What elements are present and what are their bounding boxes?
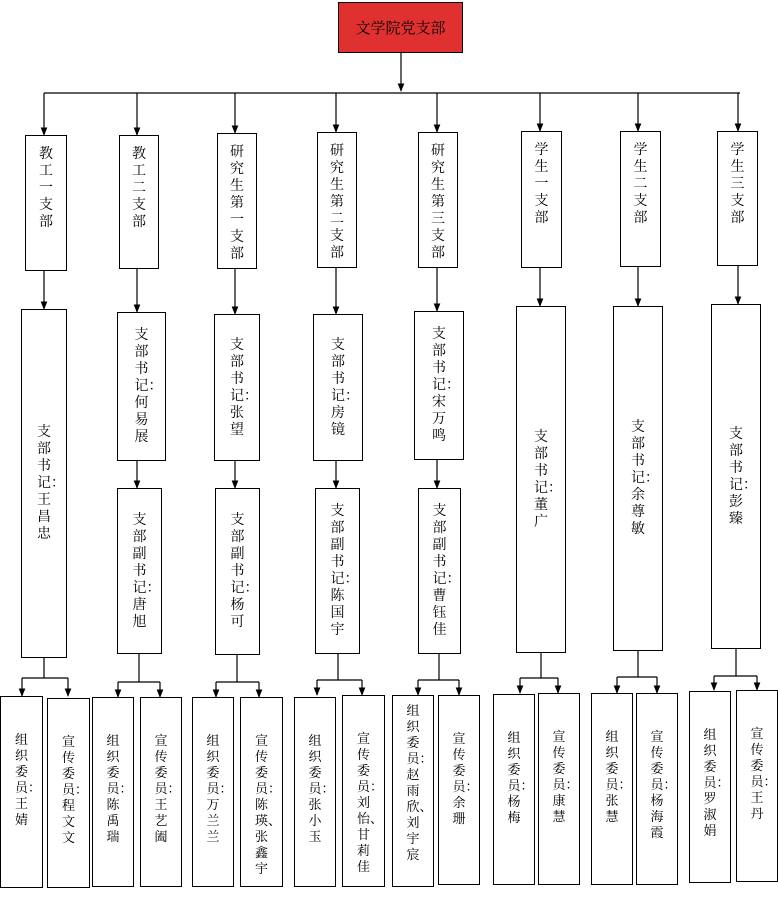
organization-member-label: 组织委员：杨梅 [507,731,534,826]
secretary-label: 支部书记：张望 [230,336,258,438]
deputy-secretary-node [117,488,162,654]
organization-member-node [689,691,731,883]
secretary-node [214,314,260,461]
branch-node [521,131,562,268]
organization-member-node [294,697,336,887]
publicity-member-label: 宣传委员：王艺阖 [154,734,181,845]
branch-name: 教工二支部 [132,146,146,230]
publicity-member-node [140,697,182,887]
branch-name: 学生一支部 [534,142,549,226]
organization-member-node [493,694,535,885]
organization-member-node [192,697,234,887]
branch-name: 研究生第二支部 [330,143,344,261]
publicity-member-label: 宣传委员：陈瑛、张鑫宇 [255,734,282,877]
branch-name: 学生二支部 [633,142,648,226]
publicity-member-label: 宣传委员：刘怡、甘莉佳 [357,732,384,875]
root-node [338,2,463,53]
branch-node [119,135,159,269]
secretary-label: 支部书记：房镜 [331,336,359,438]
publicity-member-node [47,698,90,888]
secretary-label: 支部书记：王昌忠 [37,424,65,542]
publicity-member-label: 宣传委员：杨海霞 [650,730,677,841]
publicity-member-label: 宣传委员：康慧 [552,730,579,825]
branch-node [25,135,67,271]
branch-name: 研究生第一支部 [230,144,244,262]
branch-node [317,132,357,268]
secretary-node [117,312,166,461]
publicity-member-label: 宣传委员：王丹 [750,727,777,822]
root-label: 文学院党支部 [355,19,446,37]
publicity-member-node [240,697,283,887]
organization-member-label: 组织委员：赵雨欣、刘宇宸 [406,704,433,863]
publicity-member-node [736,690,778,882]
secretary-node [414,311,464,460]
deputy-secretary-label: 支部副书记：唐旭 [132,511,161,630]
publicity-member-node [438,695,480,885]
branch-node [217,133,257,269]
organization-member-label: 组织委员：万兰兰 [206,734,233,845]
deputy-secretary-label: 支部副书记：曹钰佳 [432,503,461,638]
organization-member-label: 组织委员：张小玉 [308,734,335,845]
secretary-node [613,306,663,651]
secretary-label: 支部书记：彭臻 [729,425,757,527]
branch-node [620,131,661,267]
branch-name: 研究生第三支部 [431,143,445,261]
organization-member-node [591,693,633,885]
branch-name: 学生三支部 [730,142,745,226]
deputy-secretary-label: 支部副书记：杨可 [230,512,259,630]
organization-member-label: 组织委员：张慧 [605,730,632,825]
secretary-node [313,314,363,461]
organization-member-label: 组织委员：罗淑娟 [703,728,730,839]
secretary-label: 支部书记：董广 [534,428,562,530]
deputy-secretary-label: 支部副书记：陈国宇 [330,503,359,638]
deputy-secretary-node [315,488,360,654]
branch-node [418,132,458,268]
secretary-node [21,309,67,658]
secretary-label: 支部书记：宋万鸣 [432,326,460,444]
secretary-label: 支部书记：余尊敏 [631,419,659,537]
branch-name: 教工一支部 [39,146,53,230]
organization-member-node [392,695,434,887]
deputy-secretary-node [418,488,461,654]
organization-member-node [92,697,134,887]
publicity-member-label: 宣传委员：程文文 [62,735,89,846]
publicity-member-label: 宣传委员：余珊 [452,732,479,827]
publicity-member-node [342,695,385,887]
publicity-member-node [538,693,580,885]
organization-member-node [0,696,43,888]
secretary-label: 支部书记：何易展 [134,327,163,445]
secretary-node [516,306,566,653]
deputy-secretary-node [215,488,260,655]
secretary-node [711,304,761,649]
branch-node [717,131,758,266]
organization-member-label: 组织委员：陈禹瑞 [106,734,133,845]
publicity-member-node [636,693,678,885]
organization-member-label: 组织委员：王婧 [15,733,42,828]
